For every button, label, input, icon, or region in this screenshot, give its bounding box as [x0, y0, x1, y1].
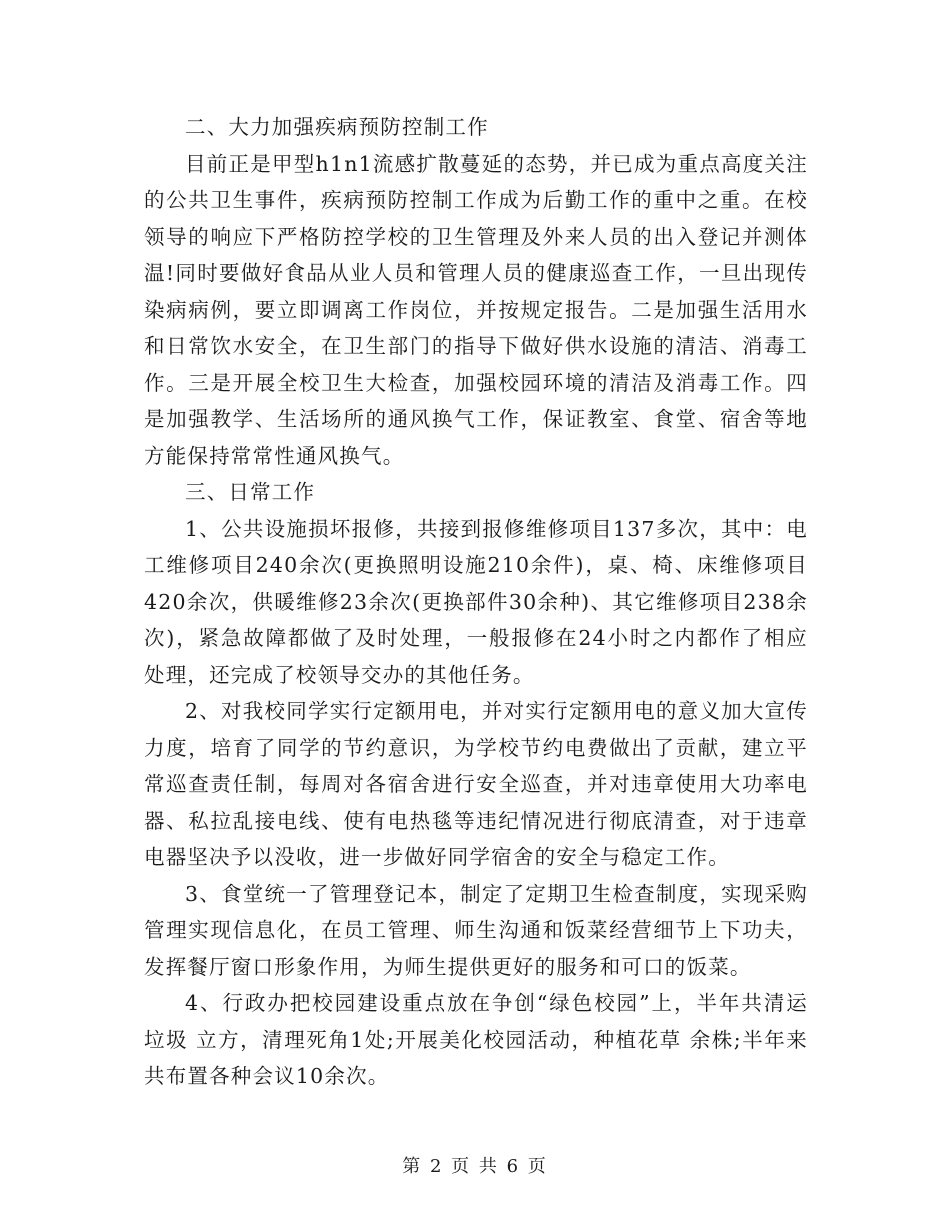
list-item: 2、对我校同学实行定额用电，并对实行定额用电的意义加大宣传力度，培育了同学的节约意识，为学校节约电费做出了贡献，建立平常巡查责任制，每周对各宿舍进行安全巡查，并对违章使用大功率电器、私拉乱接电线、使有电热毯等违纪情况进行彻底清查，对于违章电器坚决予以没收，进一步做好同学宿舍的安全与稳定工作。	[144, 699, 808, 869]
list-item: 4、行政办把校园建设重点放在争创“绿色校园”上，半年共清运垃圾 立方，清理死角1处;开展美化校园活动，种植花草 余株;半年来共布置各种会议10余次。	[144, 991, 808, 1088]
section-heading: 二、大力加强疾病预防控制工作	[185, 115, 489, 139]
document-body	[144, 109, 808, 1095]
paragraph: 目前正是甲型h1n1流感扩散蔓延的态势，并已成为重点高度关注的公共卫生事件，疾病预防控制工作成为后勤工作的重中之重。在校领导的响应下严格防控学校的卫生管理及外来人员的出入登记并测体温!同时要做好食品从业人员和管理人员的健康巡查工作，一旦出现传染病病例，要立即调离工作岗位，并按规定报告。二是加强生活用水和日常饮水安全，在卫生部门的指导下做好供水设施的清洁、消毒工作。三是开展全校卫生大检查，加强校园环境的清洁及消毒工作。四是加强教学、生活场所的通风换气工作，保证教室、食堂、宿舍等地方能保持常常性通风换气。	[144, 151, 808, 468]
list-item: 3、食堂统一了管理登记本，制定了定期卫生检查制度，实现采购管理实现信息化，在员工管理、师生沟通和饭菜经营细节上下功夫，发挥餐厅窗口形象作用，为师生提供更好的服务和可口的饭菜。	[144, 881, 808, 979]
list-item: 1、公共设施损坏报修，共接到报修维修项目137多次，其中：电工维修项目240余次(更换照明设施210余件)，桌、椅、床维修项目420余次，供暖维修23余次(更换部件30余种)、其它维修项目238余次)，紧急故障都做了及时处理，一般报修在24小时之内都作了相应处理，还完成了校领导交办的其他任务。	[144, 516, 808, 687]
section-heading: 三、日常工作	[185, 480, 316, 504]
page-number-footer: 第 2 页 共 6 页	[402, 1156, 548, 1177]
